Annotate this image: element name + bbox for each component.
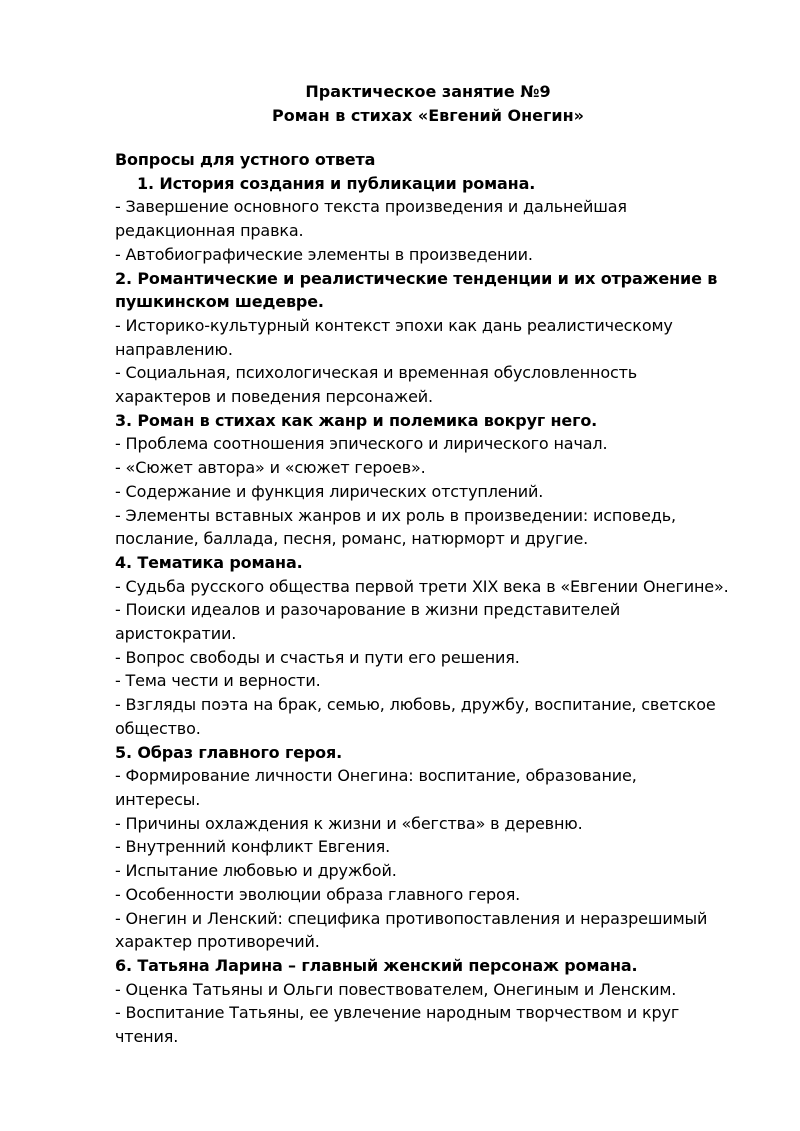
question-item: - Онегин и Ленский: специфика противопоставления и неразрешимый: [115, 908, 708, 928]
question-item: - Автобиографические элементы в произведении.: [115, 244, 533, 264]
question-heading: пушкинском шедевре.: [115, 292, 324, 312]
question-item: - Причины охлаждения к жизни и «бегства» в деревню.: [115, 813, 583, 833]
question-item: направлению.: [115, 339, 233, 359]
question-heading: 4. Тематика романа.: [115, 552, 303, 572]
question-item: - Проблема соотношения эпического и лирического начал.: [115, 434, 608, 454]
question-item: - Элементы вставных жанров и их роль в произведении: исповедь,: [115, 505, 676, 525]
question-item: - Особенности эволюции образа главного героя.: [115, 884, 521, 904]
question-heading: 3. Роман в стихах как жанр и полемика вокруг него.: [115, 410, 598, 430]
question-item: - Содержание и функция лирических отступлений.: [115, 481, 544, 501]
title-line-2: Роман в стихах «Евгений Онегин»: [271, 106, 584, 125]
question-heading: 2. Романтические и реалистические тенденции и их отражение в: [115, 268, 718, 288]
document-body: [115, 148, 740, 1049]
question-item: чтения.: [115, 1027, 179, 1047]
section-heading: Вопросы для устного ответа: [115, 150, 376, 169]
question-item: аристократии.: [115, 624, 237, 644]
document-title: [0, 80, 800, 128]
question-item: - Формирование личности Онегина: воспитание, образование,: [115, 766, 637, 786]
question-item: - «Сюжет автора» и «сюжет героев».: [115, 458, 426, 478]
question-item: - Вопрос свободы и счастья и пути его решения.: [115, 647, 520, 667]
question-item: послание, баллада, песня, романс, натюрморт и другие.: [115, 529, 589, 549]
question-item: - Судьба русского общества первой трети XIX века в «Евгении Онегине».: [115, 576, 729, 596]
question-item: - Взгляды поэта на брак, семью, любовь, дружбу, воспитание, светское: [115, 695, 716, 715]
question-item: общество.: [115, 718, 201, 738]
question-heading: 5. Образ главного героя.: [115, 742, 343, 762]
question-item: - Поиски идеалов и разочарование в жизни представителей: [115, 600, 621, 620]
question-item: - Оценка Татьяны и Ольги повествователем, Онегиным и Ленским.: [115, 979, 677, 999]
question-item: характеров и поведения персонажей.: [115, 387, 433, 407]
question-item: - Внутренний конфликт Евгения.: [115, 837, 391, 857]
question-item: - Завершение основного текста произведения и дальнейшая: [115, 197, 627, 217]
question-heading: 1. История создания и публикации романа.: [137, 173, 536, 193]
question-item: характер противоречий.: [115, 932, 320, 952]
question-item: - Тема чести и верности.: [115, 671, 321, 691]
question-item: - Воспитание Татьяны, ее увлечение народным творчеством и круг: [115, 1003, 680, 1023]
question-item: интересы.: [115, 789, 201, 809]
question-item: - Испытание любовью и дружбой.: [115, 861, 397, 881]
question-item: - Историко-культурный контекст эпохи как дань реалистическому: [115, 315, 673, 335]
question-item: редакционная правка.: [115, 221, 304, 241]
question-item: - Социальная, психологическая и временная обусловленность: [115, 363, 638, 383]
question-heading: 6. Татьяна Ларина – главный женский персонаж романа.: [115, 955, 638, 975]
title-line-1: Практическое занятие №9: [305, 82, 551, 101]
